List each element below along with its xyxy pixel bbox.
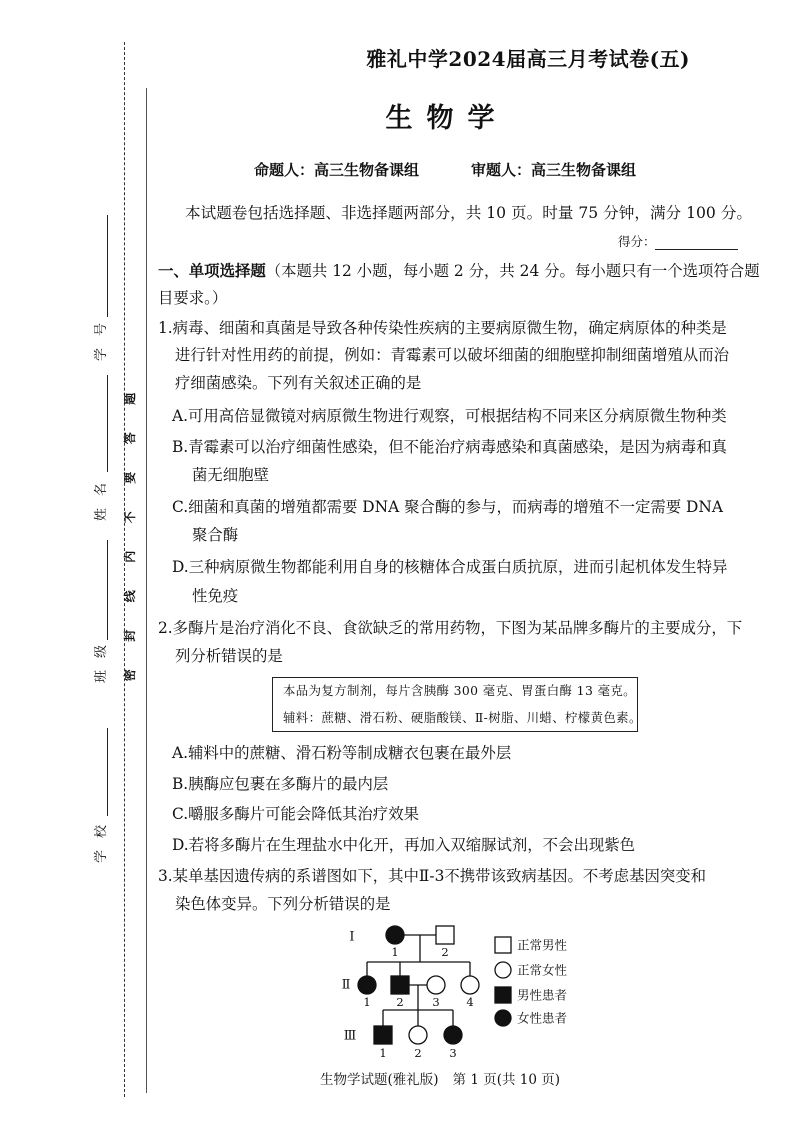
class-blank <box>107 540 108 640</box>
individual-number: 1 <box>391 945 399 959</box>
section-title: 一、单项选择题 <box>158 262 266 280</box>
setter: 命题人：高三生物备课组 <box>253 161 419 179</box>
individual-iii-3-circle-icon <box>444 1026 462 1044</box>
individual-i-1-circle-icon <box>386 926 404 944</box>
school-blank <box>107 728 108 816</box>
exam-intro: 本试题卷包括选择题、非选择题两部分，共 10 页。时量 75 分钟，满分 100 分。 <box>185 204 753 222</box>
individual-number: 4 <box>466 995 474 1009</box>
score-label: 得分： <box>618 234 656 249</box>
legend-affected-male-square-icon <box>495 987 511 1003</box>
q2-stem-line: 列分析错误的是 <box>175 647 283 665</box>
generation-label: Ⅲ <box>343 1028 357 1044</box>
q1-option-c-continued: 聚合酶 <box>192 526 239 544</box>
q3-stem-line: 染色体变异。下列分析错误的是 <box>175 895 391 913</box>
individual-ii-4-circle-icon <box>461 976 479 994</box>
legend-affected-female-circle-icon <box>495 1010 511 1026</box>
name-blank <box>107 375 108 472</box>
q1-option-c: C.细菌和真菌的增殖都需要 DNA 聚合酶的参与，而病毒的增殖不一定需要 DNA <box>172 498 723 516</box>
margin-rule <box>146 88 147 1093</box>
reviewer: 审题人：高三生物备课组 <box>471 161 637 179</box>
excipient-line: 辅料：蔗糖、滑石粉、硬脂酸镁、Ⅱ-树脂、川蜡、柠檬黄色素。 <box>283 709 642 725</box>
individual-number: 3 <box>432 995 440 1009</box>
legend-label: 正常男性 <box>517 937 568 953</box>
legend-normal-female-circle-icon <box>495 962 511 978</box>
seal-notice: 密封线内不要答题 <box>123 365 137 682</box>
individual-number: 3 <box>449 1046 457 1060</box>
exam-title: 雅礼中学2024届高三月考试卷(五) <box>366 47 690 71</box>
legend-label: 女性患者 <box>517 1010 568 1026</box>
generation-label: Ⅰ <box>349 929 355 945</box>
score-blank <box>655 249 738 250</box>
individual-number: 2 <box>414 1046 422 1060</box>
q1-stem-line: 1.病毒、细菌和真菌是导致各种传染性疾病的主要病原微生物，确定病原体的种类是 <box>158 319 727 337</box>
ingredient-box <box>272 677 642 732</box>
q2-option-d: D.若将多酶片在生理盐水中化开，再加入双缩脲试剂，不会出现紫色 <box>172 836 636 854</box>
individual-number: 2 <box>441 945 449 959</box>
student-id-label: 学号 <box>94 310 109 361</box>
q1-option-b: B.青霉素可以治疗细菌性感染，但不能治疗病毒感染和真菌感染，是因为病毒和真 <box>172 438 727 456</box>
q1-option-d: D.三种病原微生物都能利用自身的核糖体合成蛋白质抗原，进而引起机体发生特异 <box>172 558 728 576</box>
q2-option-b: B.胰酶应包裹在多酶片的最内层 <box>172 775 389 793</box>
individual-number: 2 <box>396 995 404 1009</box>
individual-ii-2-square-icon <box>391 976 409 994</box>
q1-option-b-continued: 菌无细胞壁 <box>192 466 269 484</box>
ingredient-line: 本品为复方制剂，每片含胰酶 300 毫克、胃蛋白酶 13 毫克。 <box>283 683 636 698</box>
q1-option-d-continued: 性免疫 <box>192 587 239 605</box>
legend-label: 男性患者 <box>517 987 568 1003</box>
individual-ii-3-circle-icon <box>427 976 445 994</box>
q1-option-a: A.可用高倍显微镜对病原微生物进行观察，可根据结构不同来区分病原微生物种类 <box>172 407 727 425</box>
class-label: 班级 <box>94 632 109 683</box>
q2-option-a: A.辅料中的蔗糖、滑石粉等制成糖衣包裹在最外层 <box>172 744 512 762</box>
individual-i-2-square-icon <box>436 926 454 944</box>
footer-title: 生物学试题(雅礼版) <box>319 1072 439 1088</box>
name-label: 姓名 <box>94 470 109 521</box>
subject-title: 生物学 <box>385 103 509 134</box>
student-id-blank <box>107 215 108 317</box>
authors-line <box>155 159 735 181</box>
q3-stem-line: 3.某单基因遗传病的系谱图如下，其中Ⅱ-3不携带该致病基因。不考虑基因突变和 <box>158 867 707 885</box>
school-label: 学校 <box>94 812 109 863</box>
individual-iii-2-circle-icon <box>409 1026 427 1044</box>
page-footer <box>155 1069 725 1091</box>
q1-stem-line: 疗细菌感染。下列有关叙述正确的是 <box>175 374 422 392</box>
individual-ii-1-circle-icon <box>358 976 376 994</box>
q2-stem-line: 2.多酶片是治疗消化不良、食欲缺乏的常用药物，下图为某品牌多酶片的主要成分，下 <box>158 619 743 637</box>
q1-stem-line: 进行针对性用药的前提，例如：青霉素可以破坏细菌的细胞壁抑制细菌增殖从而治 <box>175 346 730 364</box>
page-number: 第 1 页(共 10 页) <box>452 1072 560 1088</box>
individual-number: 1 <box>379 1046 387 1060</box>
q2-option-c: C.嚼服多酶片可能会降低其治疗效果 <box>172 805 419 823</box>
section-note: （本题共 12 小题，每小题 2 分，共 24 分。每小题只有一个选项符合题 <box>265 262 760 280</box>
legend-normal-male-square-icon <box>495 937 511 953</box>
individual-number: 1 <box>363 995 371 1009</box>
generation-label: Ⅱ <box>341 977 351 993</box>
section-note-continued: 目要求。） <box>158 289 228 307</box>
individual-iii-1-square-icon <box>374 1026 392 1044</box>
legend-label: 正常女性 <box>517 962 568 978</box>
pedigree-chart <box>330 915 590 1065</box>
section-heading <box>158 260 760 282</box>
